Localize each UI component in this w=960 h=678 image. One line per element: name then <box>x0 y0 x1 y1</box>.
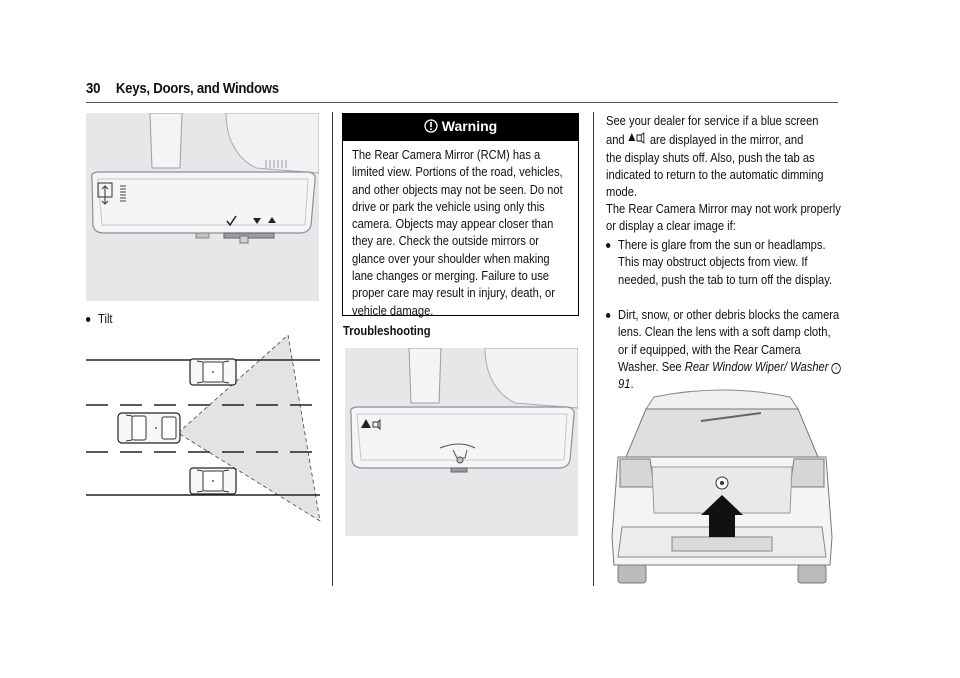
bullet-dot <box>86 317 90 322</box>
camera-warning-icon <box>628 131 647 145</box>
para1-and: and <box>606 132 625 148</box>
para1-line3: the display shuts off. Also, push the tab as indicated to return to the automatic dimming mode. <box>606 149 824 200</box>
mirror-buttons-figure <box>86 113 319 301</box>
camera-view-diagram <box>86 335 322 525</box>
warning-text: The Rear Camera Mirror (RCM) has a limited view. Portions of the road, vehicles, and other objects may not be seen. Do not drive or park the vehicle using only this camera. Objects may appear closer than they are. Check the outside mirrors or glance over your shoulder when making lane changes or merging. Failure to use proper care may result in injury, death, or vehicle damage. <box>352 147 563 318</box>
vehicle-rear-figure <box>606 387 838 585</box>
dirt-bullet-body: Dirt, snow, or other debris blocks the camera lens. Clean the lens with a soft damp cloth, or if equipped, with the Rear Camera Washer. See <box>618 307 840 374</box>
glare-bullet <box>606 236 843 288</box>
bullet-dot <box>606 313 610 318</box>
right-column-para2: The Rear Camera Mirror may not work properly or display a clear image if: <box>606 201 841 234</box>
xref-page[interactable]: 91 <box>618 376 631 392</box>
para1-line1: See your dealer for service if a blue screen <box>606 113 819 128</box>
header-rule <box>86 102 838 103</box>
wiper-washer-link[interactable]: Rear Window Wiper/ Washer <box>684 358 829 374</box>
warning-header <box>342 113 579 141</box>
warning-icon <box>424 119 438 133</box>
xref-arrow-icon: › <box>832 363 841 374</box>
warning-title: Warning <box>441 118 498 134</box>
page-header <box>86 80 279 97</box>
dirt-bullet-end: . <box>630 376 634 392</box>
troubleshooting-heading: Troubleshooting <box>343 323 431 338</box>
tilt-label: Tilt <box>98 311 113 326</box>
mirror-warning-figure <box>345 348 578 536</box>
dirt-bullet <box>606 306 843 392</box>
glare-bullet-text: There is glare from the sun or headlamps. This may obstruct objects from view. If needed, push the tab to turn off the display. <box>618 237 833 287</box>
bullet-dot <box>606 243 610 248</box>
column-divider-1 <box>332 112 333 586</box>
page-number: 30 <box>86 80 101 97</box>
para1-rest: are displayed in the mirror, and <box>649 132 804 148</box>
dirt-bullet-text <box>606 306 843 392</box>
section-title: Keys, Doors, and Windows <box>115 80 279 97</box>
column-divider-2 <box>593 112 594 586</box>
para1-line2 <box>606 131 843 148</box>
right-column-para1 <box>606 112 843 200</box>
tilt-bullet <box>86 310 113 327</box>
